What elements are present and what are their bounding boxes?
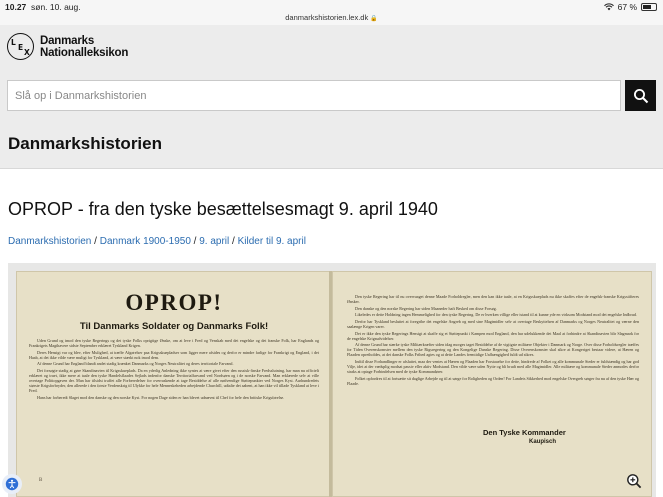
search-button[interactable] (625, 80, 656, 111)
accessibility-icon (5, 477, 19, 491)
breadcrumb-separator: / (94, 236, 97, 247)
document-page-left (16, 271, 330, 497)
logo-letter-x: X (24, 48, 30, 57)
document-paragraph: Deres Hensigt var og blev, efter Mulighed, at træffe Afgørelser paa Krigsskuepladser som ligger mere afsides og derfor er mindre farlige for Frankrigt og England, i det Haab, at det ikke vilde være muligt for Tyskland, at være stærkt nok imod dem. (29, 349, 319, 360)
logo-line-2: Nationalleksikon (40, 46, 129, 59)
document-image[interactable] (8, 263, 656, 497)
breadcrumb-link-kilder-til-9-april[interactable]: Kilder til 9. april (237, 236, 306, 247)
document-paragraph: Den tyske Regering har til nu overvaaget denne Maade Forholdregler, men den kan ikke taale, at en Krigsskueplads nu ikke skaffes efter de engelsk-franske Krigsstifteres Ønsker. (347, 294, 639, 305)
search-input[interactable] (8, 81, 620, 110)
document-signature: Den Tyske Kommander (483, 428, 566, 437)
document-paragraph: Af denne Grund har England blandt andet stadig krænket Danmarks og Norges Neutralitet og deres territoriale Farvand. (37, 361, 234, 367)
status-date: søn. 10. aug. (31, 2, 81, 12)
wifi-icon (604, 3, 614, 11)
status-indicators (604, 2, 657, 12)
search-box (7, 80, 621, 111)
breadcrumb-separator: / (193, 236, 197, 247)
breadcrumb-link-9-april[interactable]: 9. april (199, 236, 230, 247)
logo-wordmark (40, 35, 128, 59)
document-paragraph: Af denne Grund har stærke tyske Militærkræfter siden idag morges taget Besiddelse af de vigtigste militære Objekter i Danmark og Norge. Over disse Forholdsregler træffes for Tiden Overenskomster mellem den tyske Rigsregering og den Kongelige Danske Regering. Disse Overenskomster skal sikre at Kongeriget bestaar videre, at Hæren og Flaaden opretholdes, at det danske Folks Frihed agtes og at dette Landes fremtidige Uafhængighed fuldt ud sikres. (347, 342, 639, 358)
document-text-right (347, 294, 639, 388)
logo-letter-e: E (18, 43, 24, 52)
document-subheading: Til Danmarks Soldater og Danmarks Folk! (79, 321, 269, 332)
breadcrumb-separator: / (232, 236, 235, 247)
section-title[interactable]: Danmarkshistorien (8, 134, 162, 153)
address-bar[interactable] (0, 13, 663, 22)
battery-icon (641, 3, 657, 11)
document-paragraph: Uden Grund og imod den tyske Regerings og det tyske Folks oprigtige Ønske, om at leve i Fred og Venskab med det engelske og det franske Folk, har Englands og Frankrigets Magthavere sidste September erklæret Tyskland Krigen. (29, 338, 319, 349)
breadcrumb (8, 236, 306, 247)
document-text-left (29, 338, 319, 402)
document-paragraph: Indtil disse Forhandlinger er afsluttet, maa der ventes at Hæren og Flaaden har Forstaaelse for dette, hindrede af Folket og alle kommunale Steder er fuldstændig og har god Vilje, idet at der vædsplig modsat passiv eller aktiv Modstand. Den vilde være uden Nytte og bli brudt med alle Magtmidler. Alle militære og kommunale Steder anmodes derfor straks at optage Forbindelsen med de tyske Kommandører. (347, 359, 639, 375)
logo-letter-l: L (11, 38, 16, 47)
breadcrumb-link-danmarkshistorien[interactable]: Danmarkshistorien (8, 236, 92, 247)
lex-logo-icon (7, 33, 34, 60)
battery-level (643, 5, 651, 9)
logo-line-1: Danmarks (40, 34, 95, 47)
breadcrumb-link-danmark-1900-1950[interactable]: Danmark 1900-1950 (99, 236, 191, 247)
document-paragraph: Det forsøgte stadig at gøre Skandinavien til Krigsskueplads. Da en yderlig Anledning ikke syntes at være givet efter den russisk-finske Fredsslutning, har man nu officielt erklæret og truet, ikke mere at taale den tyske Handelsflaades Sejlads indenfor danske Territorialfarvand ved Nordsøen og i de norske Farvand. Man erklærede selv at ville overtage Politiopgaven der. Man har tilsidst truffet alle Forberedelser for overraskende at tage Besiddelse af alle nødvendige Støttepunkter ved Norges Kyst. Aarhundredets største Krigsforbryder, den allerede i den første Verdenskrig til Ulykke for hele Menneskeheden arbejdende Churchill, udtalte det aabent, at han ikke vil tillade Tyskland at leve i Fred. (29, 367, 319, 394)
site-logo[interactable] (7, 33, 128, 60)
document-paragraph: Det er ikke den tyske Regerings Hensigt at skaffe sig et Støttepunkt i Kampen mod England, den har udelukkende det Maal at forhindre at Skandinavien blir Slagmark for de engelske Krigsudvidelser. (347, 330, 639, 341)
search-icon (633, 88, 649, 104)
document-signature-name: Kaupisch (529, 439, 557, 445)
accessibility-button[interactable] (2, 474, 22, 494)
battery-percent: 67 % (617, 2, 637, 12)
page-title: OPROP - fra den tyske besættelsesmagt 9. april 1940 (8, 199, 438, 219)
zoom-in-icon[interactable] (626, 473, 642, 489)
document-page-right (332, 271, 652, 497)
document-paragraph: Den danske og den norske Regering har siden Maaneder haft Besked om disse Forsøg. (355, 305, 497, 311)
document-paragraph: Folket opfordres til at fortsætte sit daglige Arbejde og til at sørge for Roligheden og Orden! For Landets Sikkerhed mod engelske Overgreb sørger fra nu af den tyske Hær og Flaade. (347, 375, 639, 386)
document-page-number: B (39, 478, 43, 483)
status-time: 10.27 (5, 2, 27, 12)
document-paragraph: Hans har forberedt Slaget mod den danske og den norske Kyst. For nogen Dage siden er han blevet udnævnt til Chef for hele den britiske Krigsførelse. (37, 394, 285, 400)
lock-icon: 🔒 (370, 16, 378, 22)
document-heading: OPROP! (125, 290, 223, 315)
document-paragraph: Derfor har Tyskland besluttet at foregribe det engelske Angreb og med sine Magtmidler selv at overtage Beskyttelsen af Danmarks og Norges Neutralitet og værne den saalænge Krigen varer. (347, 318, 639, 329)
site-header (0, 25, 663, 169)
status-bar (0, 0, 663, 25)
document-paragraph: Likeledes er dette Holdning ingen Hemmelighed for den tyske Regering. De er hverken villige eller istand til at kunne yde en virksom Modstand mod det engelske Indbrud. (355, 312, 637, 318)
address-url[interactable]: danmarkshistorien.lex.dk (285, 13, 369, 22)
